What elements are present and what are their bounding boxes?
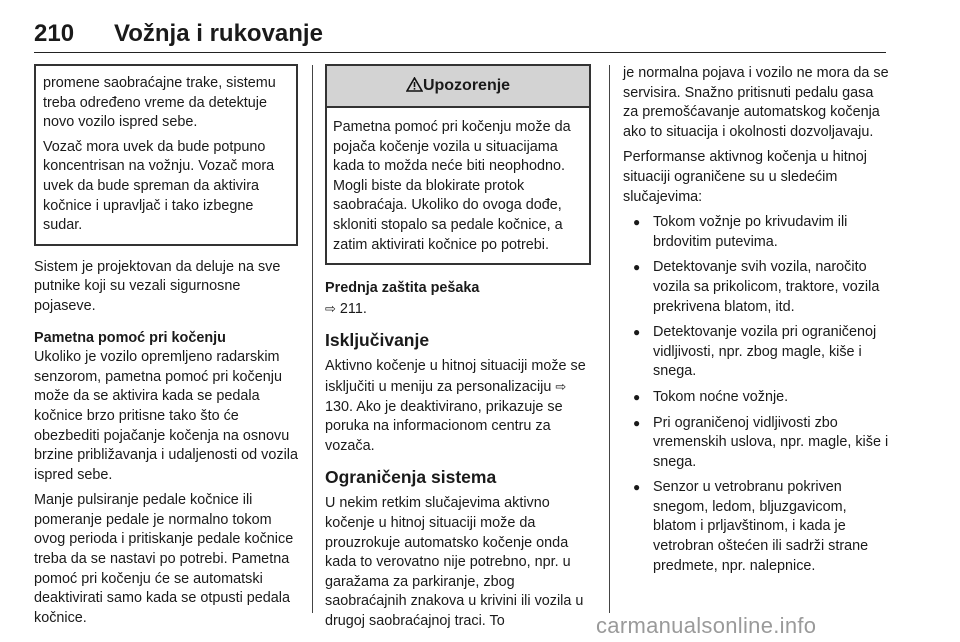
column-divider-1 — [312, 65, 313, 613]
column-3 — [623, 64, 889, 582]
warning-triangle-icon — [406, 77, 423, 92]
heading-system-limits: Ograničenja sistema — [325, 467, 497, 488]
list-item: ● Pri ograničenoj vidljivosti zbo vremenskih uslova, npr. magle, kiše i snega. — [623, 414, 889, 473]
page-number: 210 — [34, 20, 75, 47]
list-item: ● Tokom noćne vožnje. — [623, 388, 889, 408]
list-item: ● Detektovanje vozila pri ograničenoj vidljivosti, npr. zbog magle, kiše i snega. — [623, 323, 889, 382]
column-2 — [325, 64, 591, 637]
page-header — [34, 18, 886, 53]
paragraph-deactivation — [325, 357, 591, 456]
warning-title: Upozorenje — [422, 77, 511, 94]
deactivation-text-1: Aktivno kočenje u hitnoj situaciji može se isključiti u meniju za personalizaciju — [325, 358, 586, 395]
heading-deactivation: Isključivanje — [325, 330, 430, 351]
reference-arrow-icon: ⇨ — [555, 378, 567, 394]
column-1 — [34, 64, 298, 634]
warning-box — [325, 64, 591, 265]
column-divider-2 — [609, 65, 610, 613]
continued-box — [34, 64, 298, 246]
paragraph-system-limits: U nekim retkim slučajevima aktivno kočenje u hitnoj situaciji može da prouzrokuje automatsko kočenje onda kada to verovatno nije potrebno, npr. u garažama za parkiranje, zbog saobraćajnih znakova u krivini ili vozila u drugoj saobraćajnoj traci. To — [325, 495, 584, 629]
heading-pedestrian-protection: Prednja zaštita pešaka — [325, 280, 480, 297]
warning-text: Pametna pomoć pri kočenju može da pojača kočenje vozila u situacijama kada to možda neće biti neophodno. Mogli biste da blokirate protok saobraćaja. Ukoliko do ovoga dođe, skloniti stopalo sa pedale kočnice, a zatim aktivirati kočnice po potrebi. — [333, 119, 571, 253]
reference-arrow-icon: ⇨ — [325, 300, 336, 316]
list-item: ● Senzor u vetrobranu pokriven snegom, ledom, bljuzgavicom, blatom i prljavštinom, i kada je vetrobran oštećen ili sadrži strane predmete, npr. nalepnice. — [623, 478, 889, 576]
box-paragraph-1: promene saobraćajne trake, sistemu treba određeno vreme da detektuje novo vozilo ispred sebe. — [43, 75, 276, 131]
box-paragraph-2: Vozač mora uvek da bude potpuno koncentrisan na vožnju. Vozač mora uvek da bude spreman da aktivira kočnice i upravljač i tako izbegne sudar. — [43, 138, 275, 234]
paragraph-performance: Performanse aktivnog kočenja u hitnoj situaciji ograničene su u sledećim slučajevima: — [623, 149, 867, 205]
paragraph-system: Sistem je projektovan da deluje na sve putnike koji su vezali sigurnosne pojaseve. — [34, 258, 281, 314]
paragraph-smart-brake-1: Ukoliko je vozilo opremljeno radarskim senzorom, pametna pomoć pri kočenju može da se aktivira kada se pedala kočnice brzo pritisne tako što će obezbediti pojačanje kočenja na osnovu brzine približavanja i udaljenosti od vozila ispred sebe. — [34, 349, 298, 483]
warning-header — [327, 66, 589, 108]
watermark: carmanualsonline.info — [596, 613, 817, 638]
list-item: ● Tokom vožnje po krivudavim ili brdovitim putevima. — [623, 213, 889, 252]
deactivation-text-2: . Ako je deaktivirano, prikazuje se poruka na informacionom centru za vozača. — [325, 398, 563, 454]
limitations-list — [623, 213, 889, 576]
list-item: ● Detektovanje svih vozila, naročito vozila sa prikolicom, traktore, vozila prekrivena blatom, itd. — [623, 258, 889, 317]
paragraph-smart-brake-2: Manje pulsiranje pedale kočnice ili pomeranje pedale je normalno tokom ovog perioda i pritiskanje pedale kočnice treba da se nastavi po potrebi. Pametna pomoć pri kočenju će se automatski deaktivirati samo kada se otpusti pedala kočnice. — [34, 492, 294, 626]
page-title: Vožnja i rukovanje — [114, 20, 323, 47]
deactivation-ref-page[interactable]: 130 — [325, 398, 350, 415]
pedestrian-reference — [325, 299, 591, 320]
pedestrian-ref-page[interactable]: 211. — [339, 300, 367, 317]
heading-smart-brake-assist: Pametna pomoć pri kočenju — [34, 329, 226, 346]
paragraph-normal: je normalna pojava i vozilo ne mora da se servisira. Snažno pritisnuti pedalu gasa za premošćavanje automatskog kočenja ako to situacija i okolnosti dozvoljavaju. — [623, 65, 889, 140]
